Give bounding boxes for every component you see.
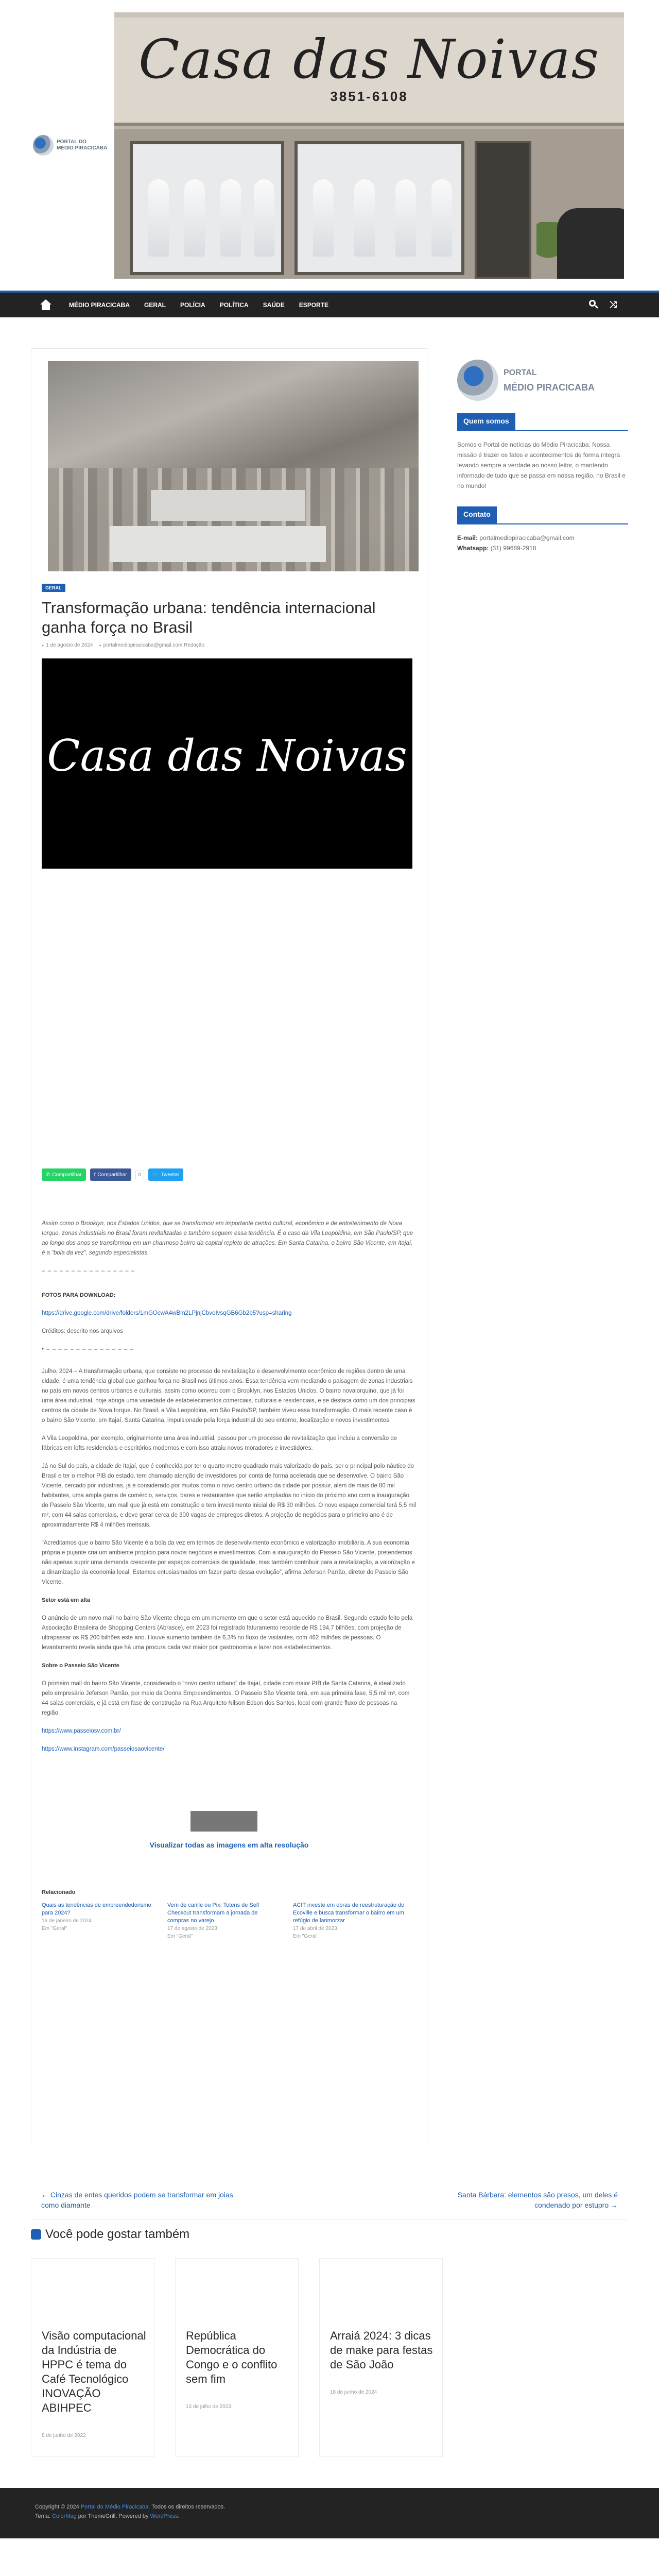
paragraph: Já no Sul do país, a cidade de Itajaí, que é conhecida por ter o quarto metro quadrado mais valorizado do país, ser o principal polo náutico do Brasil e ter o melhor PIB do estado, tem chamado atenção de investidores por conta de forma acelerada que se desenvolve. O bairro São Vicente, cercado por indústrias, já é considerado por muitos como o novo centro urbano da cidade por possuir, além de mais de 80 mil habitantes, uma ampla gama de comércio, serviços, bares e restaurantes que serão ampliados no início do próximo ano com a inauguração do Passeio São Vicente, um mall que já está em construção e tem investimento inicial de R$ 30 milhões. O novo espaço comercial terá 5,5 mil m², com 44 salas comerciais, e deve gerar cerca de 300 vagas de empregos diretos. A projeção de negócios para o primeiro ano é de aproximadamente R$ 4 milhões mensais. <box>42 1463 417 1528</box>
site-logo[interactable] <box>33 135 107 156</box>
next-post-link[interactable] <box>432 2190 628 2210</box>
sidebar <box>457 348 628 2144</box>
related-posts <box>42 1902 417 1963</box>
article-bottom-space <box>42 1963 417 2133</box>
whatsapp-label: Whatsapp: <box>457 545 489 552</box>
dress-figure <box>148 179 169 257</box>
post-content <box>42 1219 417 1754</box>
ad-banner-text: Casa das Noivas <box>47 731 407 781</box>
theme-credit-line <box>35 2512 659 2521</box>
search-handle <box>595 305 598 309</box>
nav-item-saude[interactable]: SAÚDE <box>263 301 285 309</box>
share-count: 0 <box>135 1171 145 1179</box>
shop-door <box>475 141 531 279</box>
paragraph: “Acreditamos que o bairro São Vicente é a bola da vez em termos de desenvolvimento econômico e valorização imobiliária. A sua economia própria e pujante cria um ambiente propício para novos negócios e investimentos. Com a inauguração do Passeio São Vicente, pretendemos não apenas suprir uma demanda crescente por espaços comerciais de qualidade, mas também contribuir para a revitalização, a valorização e a dinamização da economia local. Estamos entusiasmados em fazer parte dessa evolução”, afirma Jeferson Parrão, diretor do Passeio São Vicente. <box>42 1540 415 1585</box>
facebook-share-button[interactable] <box>90 1168 131 1181</box>
search-icon[interactable] <box>589 300 598 309</box>
sidebar-logo-line2: MÉDIO PIRACICABA <box>504 382 595 393</box>
facebook-icon: f <box>94 1172 96 1178</box>
nav-item-politica[interactable]: POLÍTICA <box>219 301 249 309</box>
widget-divider <box>457 430 628 431</box>
copyright-prefix: Copyright © 2024 <box>35 2504 79 2510</box>
dress-figure <box>354 179 375 257</box>
car <box>557 208 624 279</box>
nav-item-policia[interactable]: POLÍCIA <box>180 301 205 309</box>
banner-phone: 3851-6108 <box>330 89 408 104</box>
logo-text-line1: PORTAL DO <box>57 139 86 145</box>
sidebar-logo[interactable] <box>457 360 628 401</box>
previous-post-title: Cinzas de entes queridos podem se transformar em joias como diamante <box>41 2191 233 2209</box>
home-body <box>42 304 50 310</box>
footer-site-link[interactable]: Portal do Médio Piracicaba <box>80 2504 149 2510</box>
featured-roof <box>151 490 305 521</box>
ad-banner[interactable] <box>42 658 412 869</box>
paragraph: O primeiro mall do bairro São Vicente, considerado o “novo centro urbano” de Itajaí, cidade com maior PIB de Santa Catarina, é idealizado pelo empresário Jeferson Parrão, por meio da Donna Empreendimentos. O Passeio São Vicente terá, em sua primeira fase, 5,5 mil m², com 44 salas comerciais, e já está em fase de construção na Rua Arquiteto Nilson Edson dos Santos, local com grande fluxo de pessoas na região. <box>42 1681 410 1716</box>
main-navigation <box>0 291 659 317</box>
next-post-title: Santa Bárbara: elementos são presos, um deles é condenado por estupro <box>457 2191 618 2209</box>
dress-figure <box>184 179 205 257</box>
post-navigation <box>31 2180 628 2220</box>
photos-download-link[interactable]: https://drive.google.com/drive/folders/1mGOcwA4wBm2LPjnjCbvoIvsqGB6Gb2b5?usp=sharing <box>42 1310 292 1316</box>
related-link[interactable]: Vem de carille ou Pix: Totens de Self Checkout transformam a jornada de compras no varejo <box>167 1902 259 1924</box>
dress-figure <box>395 179 416 257</box>
paragraph: A Vila Leopoldina, por exemplo, originalmente uma área industrial, passou por um processo de revitalização que incluiu a conversão de fábricas em lofts residenciais e escritórios modernos e com isso atraiu novos moradores e investidores. <box>42 1435 397 1451</box>
you-may-also-like <box>31 2227 628 2457</box>
nav-item-medio-piracicaba[interactable]: MÉDIO PIRACICABA <box>69 301 130 309</box>
arrow-right-icon: → <box>609 2201 618 2209</box>
suggested-post-title[interactable]: República Democrática do Congo e o conflito sem fim <box>186 2329 278 2385</box>
suggested-post-card <box>319 2258 443 2457</box>
twitter-share-button[interactable] <box>148 1168 183 1181</box>
about-widget-title: Quem somos <box>457 413 515 430</box>
theme-suffix: . <box>178 2513 180 2519</box>
shop-window-left <box>130 141 284 275</box>
twitter-icon: 🐦 <box>152 1172 159 1178</box>
logo-text <box>57 139 107 151</box>
content-wrapper <box>31 317 628 2144</box>
featured-roof <box>110 526 326 562</box>
category-badge[interactable]: GERAL <box>42 584 65 592</box>
separator: – – – – – – – – – – – – – – – – <box>42 1268 135 1274</box>
post-title: Transformação urbana: tendência internacional ganha força no Brasil <box>42 599 376 636</box>
twitter-share-label: Tweetar <box>161 1172 180 1178</box>
gallery-thumbnail[interactable] <box>190 1811 257 1832</box>
sidebar-logo-line1: PORTAL <box>504 368 537 377</box>
facebook-share-label: Compartilhar <box>97 1172 127 1178</box>
about-widget-text: Somos o Portal de notícias do Médio Piracicaba. Nossa missão é trazer os fatos e acontecimentos de forma íntegra levando sempre a verdade ao nosso leitor, o mantendo informado de tudo que se passa em nossa região, no Brasil e no mundo! <box>457 441 626 489</box>
shop-window-right <box>294 141 464 275</box>
logo-text-line2: MÉDIO PIRACICABA <box>57 145 108 151</box>
related-link[interactable]: ACIT investe em obras de reestruturação do Ecoville e busca transformar o bairro em um refúgio de lanmorzar <box>293 1902 405 1924</box>
sidebar-logo-text <box>504 366 595 395</box>
gallery-link[interactable]: Visualizar todas as imagens em alta resolução <box>149 1841 309 1849</box>
related-link[interactable]: Quais as tendências de empreendedorismo para 2024? <box>42 1902 151 1916</box>
theme-label: Tema: <box>35 2513 50 2519</box>
related-item <box>42 1902 155 1963</box>
subheading: Sobre o Passeio São Vicente <box>42 1663 119 1669</box>
related-heading: Relacionado <box>42 1889 76 1895</box>
paragraph: O anúncio de um novo mall no bairro São Vicente chega em um momento em que o setor está aquecido no Brasil. Segundo estudo feito pela Associação Brasileira de Shopping Centers (Abrasce), em 2023 foi registrado faturamento recorde de R$ 194,7 bilhões, com projeção de ultrapassar os R$ 200 bilhões este ano. Houve aumento também de 6,3% no fluxo de visitantes, com 462 milhões de pessoas. O levantamento revela ainda que há uma procura cada vez maior por gastronomia e lazer nos estabelecimentos. <box>42 1615 413 1651</box>
nav-tools <box>589 300 617 309</box>
suggested-post-date[interactable]: 8 de junho de 2022 <box>42 2433 86 2438</box>
related-date: 16 de janeiro de 2024 <box>42 1918 92 1924</box>
suggested-post-card <box>31 2258 154 2457</box>
related-item <box>293 1902 406 1963</box>
logo-icon <box>33 135 54 156</box>
related-date: 17 de abril de 2023 <box>293 1926 337 1931</box>
nav-item-geral[interactable]: GERAL <box>144 301 166 309</box>
ad-space <box>42 869 417 1168</box>
suggested-posts <box>31 2258 628 2457</box>
whatsapp-share-button[interactable] <box>42 1168 86 1181</box>
copyright-line <box>35 2502 659 2512</box>
copyright-suffix: . Todos os direitos reservados. <box>148 2504 226 2510</box>
dress-figure <box>431 179 452 257</box>
whatsapp-share-label: Compartilhar <box>52 1172 82 1178</box>
you-may-also-like-heading <box>31 2227 628 2242</box>
home-icon[interactable] <box>40 299 51 311</box>
contact-whatsapp[interactable]: (31) 99689-2918 <box>490 545 536 552</box>
related-category: Em "Geral" <box>293 1934 319 1939</box>
site-header <box>0 0 659 291</box>
previous-post-link[interactable] <box>31 2190 237 2210</box>
photo-credits: Créditos: descrito nos arquivos <box>42 1328 123 1334</box>
site-footer <box>0 2488 659 2538</box>
post-meta <box>42 642 417 648</box>
widget-divider <box>457 523 628 524</box>
related-date: 17 de agosto de 2023 <box>167 1926 217 1931</box>
wordpress-link[interactable]: WordPress <box>150 2513 178 2519</box>
suggested-post-date[interactable]: 13 de julho de 2023 <box>186 2404 231 2410</box>
suggested-post-date[interactable]: 18 de junho de 2024 <box>330 2389 377 2395</box>
random-post-icon[interactable]: ⤨ <box>609 299 617 310</box>
contact-widget-text <box>457 533 628 553</box>
suggested-post-title[interactable]: Arraiá 2024: 3 dicas de make para festas de São João <box>330 2329 433 2371</box>
post-date[interactable]: ● 1 de agosto de 2024 <box>42 642 93 648</box>
contact-widget-title: Contato <box>457 506 497 523</box>
nav-item-esporte[interactable]: ESPORTE <box>299 301 329 309</box>
separator: • – – – – – – – – – – – – – – – <box>42 1346 134 1352</box>
theme-author: por ThemeGrill. Powered by <box>78 2513 149 2519</box>
sidebar-logo-icon <box>457 360 498 401</box>
related-category: Em "Geral" <box>167 1934 193 1939</box>
suggested-post-card <box>175 2258 299 2457</box>
suggested-post-title[interactable]: Visão computacional da Indústria de HPPC é tema do Café Tecnológico INOVAÇÃO ABIHPEC <box>42 2329 146 2414</box>
post-intro: Assim como o Brooklyn, nos Estados Unidos, que se transformou em importante centro cultural, econômico e de entretenimento de Nova Iorque, zonas industriais no Brasil foram revitalizadas e também seguem essa tendência. É o caso da Vila Leopoldina, em São Paulo/SP, que ao longo dos anos se transformou em um charmoso bairro da capital repleto de atrações. Em Santa Catarina, o bairro São Vicente, em Itajaí, é a “bola da vez”, segundo especialistas. <box>42 1221 413 1256</box>
related-item <box>167 1902 281 1963</box>
post-author[interactable]: ● portalmediopiracicaba@gmail.com Redação <box>99 642 204 648</box>
dress-figure <box>254 179 274 257</box>
theme-link[interactable]: ColorMag <box>52 2513 77 2519</box>
you-may-also-like-title: Você pode gostar também <box>45 2227 190 2241</box>
banner-title: Casa das Noivas <box>138 28 600 91</box>
arrow-left-icon: ← <box>41 2191 50 2199</box>
share-buttons <box>42 1168 417 1181</box>
passeio-instagram-link[interactable]: https://www.instagram.com/passeiosaovicente/ <box>42 1746 165 1752</box>
whatsapp-icon: ✆ <box>46 1172 50 1178</box>
header-banner-image[interactable] <box>114 12 624 279</box>
paragraph: Julho, 2024 – A transformação urbana, que consiste no processo de revitalização e desenvolvimento econômico de regiões dentro de uma cidade, é uma tendência global que ganhou força no Brasil nos últimos anos. Essa tendência vem mediando o paisagem de zonas industriais no país em novos centros urbanos e culturais, assim como ocorreu com o Brooklyn, nos Estados Unidos. O bairro novaiorquino, que já foi uma área industrial, hoje abriga uma variedade de estabelecimentos comerciais, culturais e residenciais, e se destaca como um dos principais centros da cidade de Nova Iorque. No Brasil, a Vila Leopoldina, em São Paulo/SP, também viveu essa transformação. O mais recente caso é o bairro São Vicente, em Itajaí, Santa Catarina, impulsionado pela força industrial do seu entorno, localização e novos investimentos. <box>42 1368 415 1423</box>
home-roof <box>40 299 51 304</box>
email-label: E-mail: <box>457 534 478 541</box>
subheading: Setor está em alta <box>42 1597 91 1603</box>
related-category: Em "Geral" <box>42 1926 67 1931</box>
article <box>31 348 427 2144</box>
thumbs-up-icon <box>31 2229 41 2240</box>
passeio-website-link[interactable]: https://www.passeiosv.com.br/ <box>42 1728 121 1734</box>
contact-email[interactable]: portalmediopiracicaba@gmail.com <box>479 534 575 541</box>
dress-figure <box>313 179 334 257</box>
photos-label: FOTOS PARA DOWNLOAD: <box>42 1292 116 1298</box>
dress-figure <box>220 179 241 257</box>
featured-image[interactable] <box>48 361 419 571</box>
